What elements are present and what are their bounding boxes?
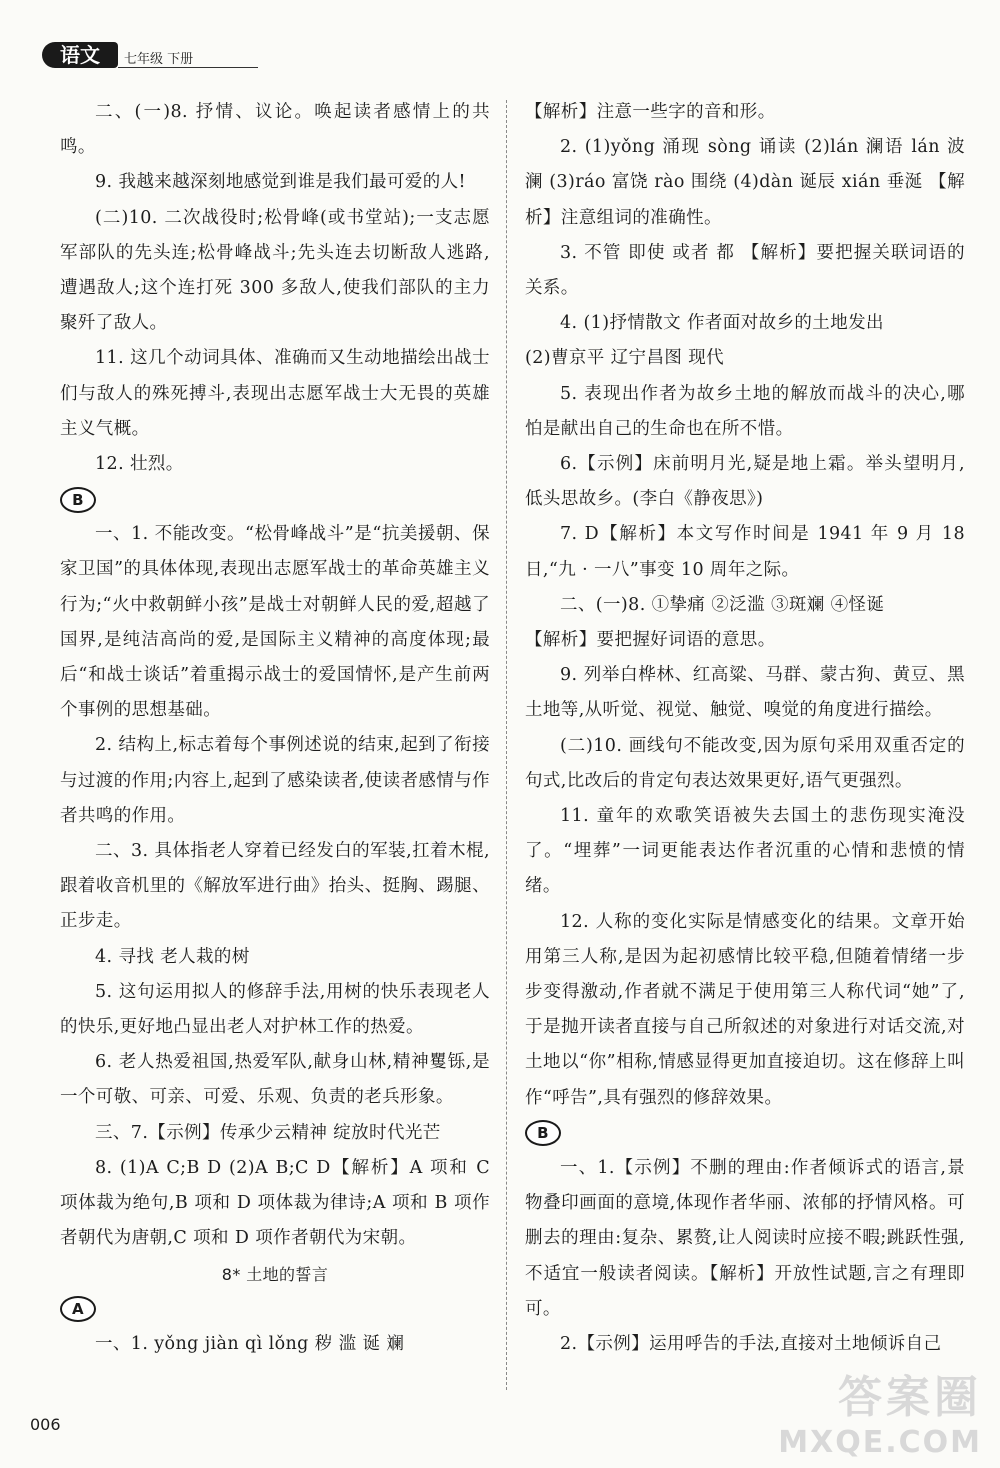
group-a-icon: A	[60, 1292, 490, 1327]
answer-paragraph: (2)曹京平 辽宁昌图 现代	[525, 348, 725, 369]
answer-paragraph: 一、1. yǒng jiàn qì lǒng 秽 滥 诞 斓	[95, 1333, 405, 1354]
answer-paragraph: 2.【示例】运用呼告的手法,直接对土地倾诉自己	[560, 1333, 942, 1354]
column-divider	[506, 100, 508, 1390]
page-header	[42, 40, 222, 70]
answer-paragraph: 3. 不管 即使 或者 都 【解析】要把握关联词语的关系。	[525, 242, 965, 299]
answer-paragraph: 一、1.【示例】不删的理由:作者倾诉式的语言,景物叠印画面的意境,体现作者华丽、浓郁的抒情风格。可删去的理由:复杂、累赘,让人阅读时应接不暇;跳跃性强,不适宜一般读者阅读。【解析】开放性试题,言之有理即可。	[525, 1157, 965, 1319]
answer-paragraph: (二)10. 画线句不能改变,因为原句采用双重否定的句式,比改后的肯定句表达效果更好,语气更强烈。	[525, 735, 965, 791]
subject-badge: 语文	[42, 42, 118, 68]
answer-paragraph: 9. 我越来越深刻地感觉到谁是我们最可爱的人!	[95, 172, 466, 193]
answer-paragraph: 2. (1)yǒng 涌现 sòng 诵读 (2)lán 澜语 lán 波澜 (3)ráo 富饶 rào 围绕 (4)dàn 诞辰 xián 垂涎 【解析】注意组词的准确性。	[525, 137, 965, 228]
page-number: 006	[30, 1415, 61, 1434]
answer-paragraph: 11. 这几个动词具体、准确而又生动地描绘出战士们与敌人的殊死搏斗,表现出志愿军战士大无畏的英雄主义气概。	[60, 348, 490, 439]
answer-paragraph: 4. 寻找 老人栽的树	[95, 946, 250, 967]
grade-label: 七年级 下册	[124, 52, 194, 67]
left-column	[60, 95, 490, 1362]
answer-paragraph: 8. (1)A C;B D (2)A B;C D【解析】A 项和 C 项体裁为绝句,B 项和 D 项体裁为律诗;A 项和 B 项作者朝代为唐朝,C 项和 D 项作者朝代为宋朝。	[60, 1157, 490, 1249]
answer-paragraph: 9. 列举白桦林、红高粱、马群、蒙古狗、黄豆、黑土地等,从听觉、视觉、触觉、嗅觉的角度进行描绘。	[525, 665, 965, 721]
answer-paragraph: 4. (1)抒情散文 作者面对故乡的土地发出	[560, 313, 884, 334]
answer-paragraph: 一、1. 不能改变。“松骨峰战斗”是“抗美援朝、保家卫国”的具体体现,表现出志愿军战士的革命英雄主义行为;“火中救朝鲜小孩”是战士对朝鲜人民的爱,超越了国界,是纯洁高尚的爱,是国际主义精神的高度体现;最后“和战士谈话”着重揭示战士的爱国情怀,是产生前两个事例的思想基础。	[60, 524, 490, 721]
group-b-icon: B	[525, 1116, 965, 1151]
answer-paragraph: 6.【示例】床前明月光,疑是地上霜。举头望明月,低头思故乡。(李白《静夜思》)	[525, 454, 965, 510]
answer-paragraph: 2. 结构上,标志着每个事例述说的结束,起到了衔接与过渡的作用;内容上,起到了感染读者,使读者感情与作者共鸣的作用。	[60, 735, 490, 826]
answer-paragraph: 【解析】要把握好词语的意思。	[525, 630, 776, 651]
answer-paragraph: 二、3. 具体指老人穿着已经发白的军装,扛着木棍,跟着收音机里的《解放军进行曲》抬头、挺胸、踢腿、正步走。	[60, 841, 490, 932]
answer-paragraph: (二)10. 二次战役时;松骨峰(或书堂站);一支志愿军部队的先头连;松骨峰战斗;先头连去切断敌人逃路,遭遇敌人;这个连打死 300 多敌人,使我们部队的主力聚歼了敌人。	[60, 207, 490, 334]
answer-paragraph: 【解析】注意一些字的音和形。	[525, 102, 776, 122]
group-b-icon: B	[60, 482, 490, 517]
answer-paragraph: 5. 表现出作者为故乡土地的解放而战斗的决心,哪怕是献出自己的生命也在所不惜。	[525, 383, 965, 439]
answer-paragraph: 5. 这句运用拟人的修辞手法,用树的快乐表现老人的快乐,更好地凸显出老人对护林工作的热爱。	[60, 981, 490, 1038]
answer-paragraph: 12. 壮烈。	[95, 454, 184, 475]
lesson-title: 8* 土地的誓言	[221, 1264, 329, 1284]
watermark: 答案圈 MXQE.COM	[778, 1372, 982, 1460]
answer-paragraph: 二、(一)8. ①挚痛 ②泛滥 ③斑斓 ④怪诞	[560, 594, 885, 615]
answer-paragraph: 11. 童年的欢歌笑语被失去国土的悲伤现实淹没了。“埋葬”一词更能表达作者沉重的心情和悲愤的情绪。	[525, 806, 965, 897]
right-column	[525, 95, 965, 1362]
answer-paragraph: 7. D【解析】本文写作时间是 1941 年 9 月 18 日,“九 · 一八”事变 10 周年之际。	[525, 524, 965, 580]
answer-paragraph: 12. 人称的变化实际是情感变化的结果。文章开始用第三人称,是因为起初感情比较平稳,但随着情绪一步步变得激动,作者就不满足于使用第三人称代词“她”了,于是抛开读者直接与自己所叙述的对象进行对话交流,对土地以“你”相称,情感显得更加直接迫切。这在修辞上叫作“呼告”,具有强烈的修辞效果。	[525, 911, 965, 1108]
answer-paragraph: 三、7.【示例】传承少云精神 绽放时代光芒	[95, 1122, 441, 1143]
answer-paragraph: 二、(一)8. 抒情、议论。唤起读者感情上的共鸣。	[60, 102, 490, 158]
answer-paragraph: 6. 老人热爱祖国,热爱军队,献身山林,精神矍铄,是一个可敬、可亲、可爱、乐观、负责的老兵形象。	[60, 1052, 490, 1108]
header-rule	[118, 67, 258, 68]
